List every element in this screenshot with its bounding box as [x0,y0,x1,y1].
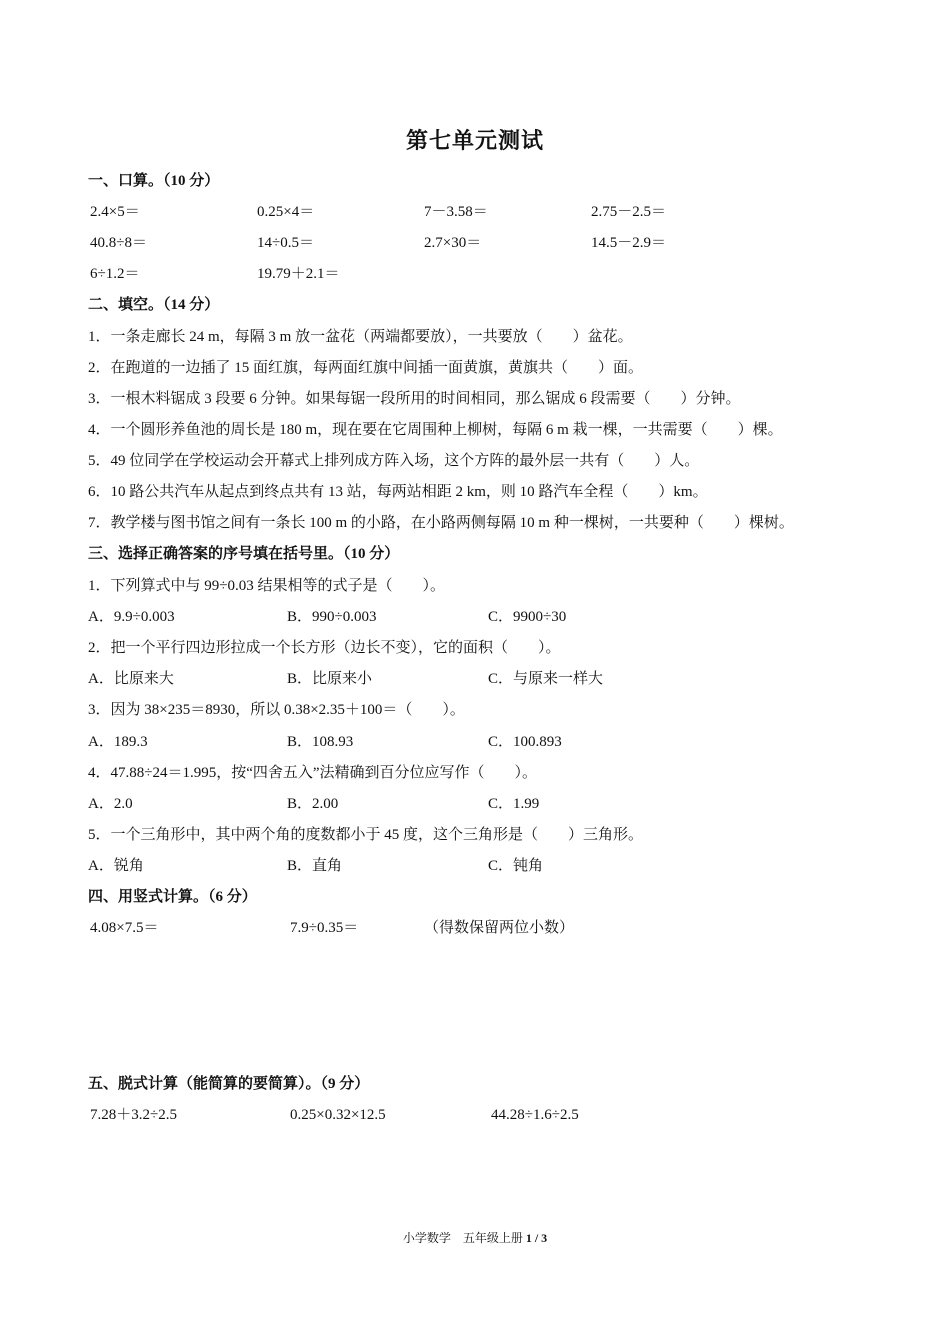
oral-item: 2.7×30＝ [424,235,482,251]
page-title: 第七单元测试 [405,128,544,153]
choice-option: C．100.893 [488,734,562,750]
fill-question: 7．教学楼与图书馆之间有一条长 100 m 的小路，在小路两侧每隔 10 m 种一棵树，一共要种（ ）棵树。 [88,515,794,531]
choice-option: B．2.00 [287,796,339,812]
page-footer [0,1229,950,1246]
oral-item: 14.5－2.9＝ [591,235,667,251]
choice-question: 2．把一个平行四边形拉成一个长方形（边长不变），它的面积（ ）。 [88,640,561,656]
fill-question: 5．49 位同学在学校运动会开幕式上排列成方阵入场，这个方阵的最外层一共有（ ）人。 [88,453,700,469]
choice-option: A．比原来大 [88,671,174,687]
choice-option: A．189.3 [88,734,148,750]
oral-item: 19.79＋2.1＝ [257,266,340,282]
stepwise-calc-item: 7.28＋3.2÷2.5 [90,1107,177,1123]
oral-item: 0.25×4＝ [257,204,315,220]
choice-question: 4．47.88÷24＝1.995，按“四舍五入”法精确到百分位应写作（ ）。 [88,765,538,781]
choice-option: B．直角 [287,858,343,874]
stepwise-calc-item: 44.28÷1.6÷2.5 [491,1107,579,1123]
oral-item: 14÷0.5＝ [257,235,314,251]
choice-option: C．9900÷30 [488,609,567,625]
fill-question: 4．一个圆形养鱼池的周长是 180 m，现在要在它周围种上柳树，每隔 6 m 栽一棵，一共需要（ ）棵。 [88,422,783,438]
choice-question: 5．一个三角形中，其中两个角的度数都小于 45 度，这个三角形是（ ）三角形。 [88,827,644,843]
choice-option: C．与原来一样大 [488,671,604,687]
section-1-heading: 一、口算。（10 分） [88,173,220,189]
choice-question: 1．下列算式中与 99÷0.03 结果相等的式子是（ ）。 [88,578,445,594]
vertical-calc-item: 7.9÷0.35＝ [290,920,359,936]
page-number: 1 / 3 [525,1231,548,1245]
choice-option: C．1.99 [488,796,540,812]
choice-option: B．108.93 [287,734,354,750]
choice-option: B．990÷0.003 [287,609,377,625]
fill-question: 6．10 路公共汽车从起点到终点共有 13 站，每两站相距 2 km，则 10 路汽车全程（ ）km。 [88,484,708,500]
fill-question: 2．在跑道的一边插了 15 面红旗，每两面红旗中间插一面黄旗，黄旗共（ ）面。 [88,360,644,376]
section-5-heading: 五、脱式计算（能简算的要简算）。（9 分） [88,1076,370,1092]
choice-option: A．锐角 [88,858,144,874]
section-2-heading: 二、填空。（14 分） [88,297,220,313]
section-4-heading: 四、用竖式计算。（6 分） [88,889,257,905]
rounding-note: （得数保留两位小数） [424,920,575,936]
fill-question: 3．一根木料锯成 3 段要 6 分钟。如果每锯一段所用的时间相同，那么锯成 6 段需要（ ）分钟。 [88,391,741,407]
vertical-calc-item: 4.08×7.5＝ [90,920,159,936]
choice-question: 3．因为 38×235＝8930，所以 0.38×2.35＋100＝（ ）。 [88,702,465,718]
choice-option: A．2.0 [88,796,133,812]
oral-item: 2.75－2.5＝ [591,204,667,220]
fill-question: 1．一条走廊长 24 m，每隔 3 m 放一盆花（两端都要放），一共要放（ ）盆花。 [88,329,633,345]
footer-subject: 小学数学 五年级上册 [402,1231,523,1245]
section-3-heading: 三、选择正确答案的序号填在括号里。（10 分） [88,546,400,562]
stepwise-calc-item: 0.25×0.32×12.5 [290,1107,386,1123]
choice-option: C．钝角 [488,858,544,874]
oral-item: 7－3.58＝ [424,204,488,220]
choice-option: A．9.9÷0.003 [88,609,175,625]
choice-option: B．比原来小 [287,671,373,687]
oral-item: 2.4×5＝ [90,204,140,220]
oral-item: 40.8÷8＝ [90,235,147,251]
oral-item: 6÷1.2＝ [90,266,140,282]
